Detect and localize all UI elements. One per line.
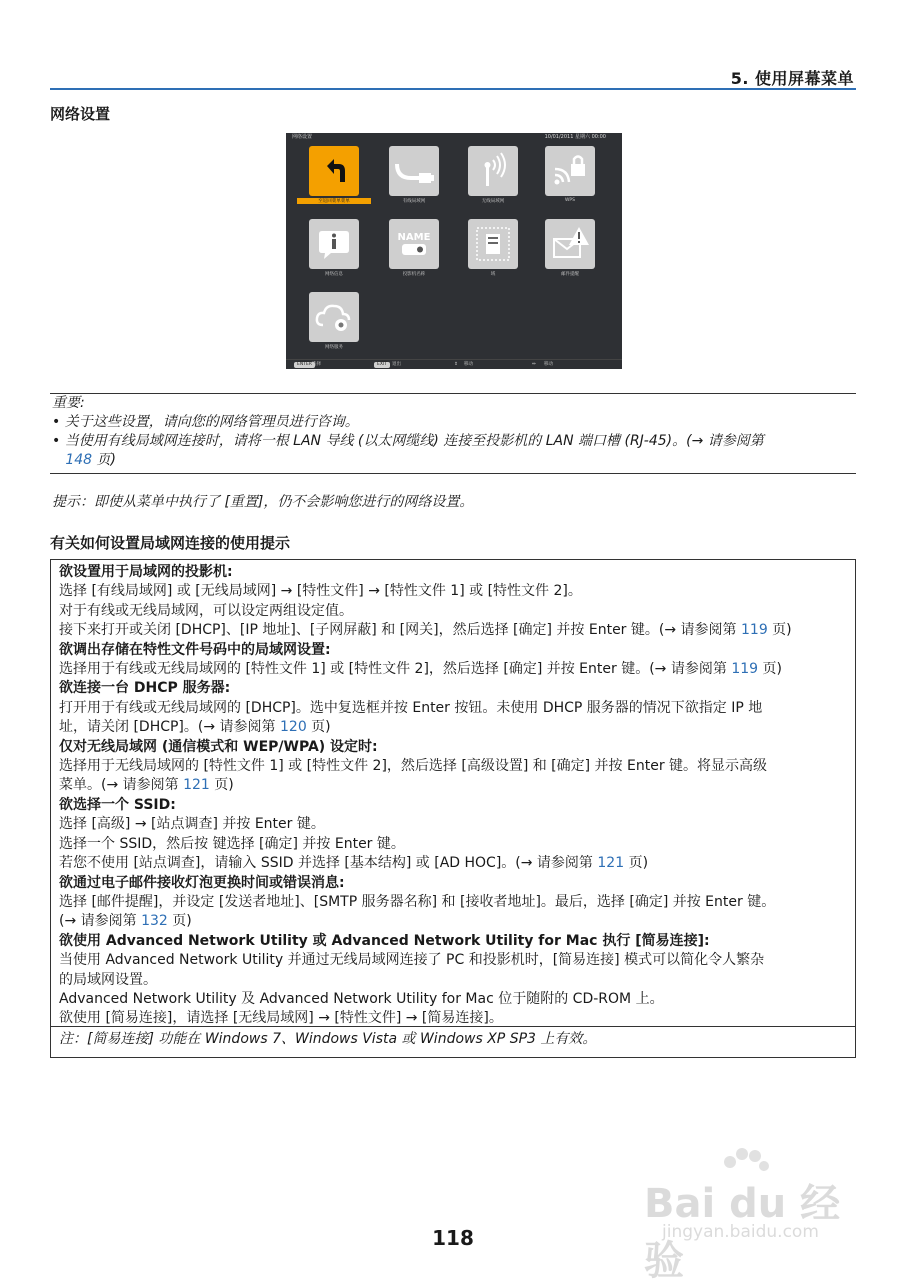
page-link-148[interactable]: 148 bbox=[65, 452, 93, 468]
hint-line bbox=[59, 757, 849, 776]
hint-line bbox=[59, 971, 849, 990]
hint-line-tail: 页) bbox=[767, 622, 792, 639]
important-title: 重要: bbox=[52, 395, 85, 411]
chapter-heading: 5. 使用屏幕菜单 bbox=[730, 69, 854, 88]
hint-line bbox=[59, 582, 849, 601]
hint-line-text: 欲使用 [简易连接]，请选择 [无线局域网] → [特性文件] → [简易连接]。 bbox=[59, 1010, 503, 1027]
hint-line-text: 欲选择一个 SSID: bbox=[59, 796, 176, 813]
page-link-119[interactable]: 119 bbox=[741, 622, 768, 639]
hint-line bbox=[59, 893, 849, 912]
info-icon[interactable] bbox=[309, 219, 359, 269]
tile-label-wired-lan: 有线局域网 bbox=[402, 199, 426, 204]
chapter-rule bbox=[50, 88, 856, 90]
hint-line-text: 欲连接一台 DHCP 服务器: bbox=[59, 680, 231, 697]
hint-heading bbox=[59, 874, 849, 893]
page-link-120[interactable]: 120 bbox=[280, 719, 307, 736]
network-settings-menu-screenshot bbox=[286, 133, 622, 369]
watermark-url: jingyan.baidu.com bbox=[662, 1222, 819, 1242]
updown-hint: 移动 bbox=[464, 362, 473, 367]
menu-bottom-bar bbox=[286, 359, 622, 369]
hint-line-text: 仅对无线局域网 (通信模式和 WEP/WPA) 设定时: bbox=[59, 738, 378, 755]
wireless-antenna-icon[interactable] bbox=[468, 146, 518, 196]
hint-line-text: Advanced Network Utility 及 Advanced Network Utility for Mac 位于随附的 CD-ROM 上。 bbox=[59, 990, 664, 1007]
hint-line-text: (→ 请参阅第 bbox=[59, 913, 142, 930]
hint-line-text: 接下来打开或关闭 [DHCP]、[IP 地址]、[子网屏蔽] 和 [网关]，然后选择 [确定] 并按 Enter 键。(→ 请参阅第 bbox=[59, 622, 741, 639]
hint-line-tail: 页) bbox=[624, 855, 649, 872]
hint-heading bbox=[59, 679, 849, 698]
domain-icon[interactable] bbox=[468, 219, 518, 269]
hint-line-tail: 页) bbox=[306, 719, 331, 736]
hint-line-text: 选择用于有线或无线局域网的 [特性文件 1] 或 [特性文件 2]，然后选择 [确定] 并按 Enter 键。(→ 请参阅第 bbox=[59, 661, 732, 678]
menu-title-bar bbox=[286, 133, 622, 141]
updown-arrows-icon: ⇕ bbox=[454, 362, 458, 367]
hints-lines bbox=[59, 563, 849, 1029]
hint-line bbox=[59, 776, 849, 795]
leftright-hint: 移动 bbox=[544, 362, 553, 367]
hints-title: 有关如何设置局域网连接的使用提示 bbox=[50, 534, 291, 552]
hint-heading bbox=[59, 563, 849, 582]
tile-label-projector-name: 投影机名称 bbox=[402, 272, 426, 277]
hint-line bbox=[59, 912, 849, 931]
tile-label-wps: WPS bbox=[564, 198, 576, 203]
hint-heading bbox=[59, 932, 849, 951]
baidu-watermark bbox=[640, 1140, 870, 1284]
hint-line-text: 选择用于无线局域网的 [特性文件 1] 或 [特性文件 2]，然后选择 [高级设置] 和 [确定] 并按 Enter 键。将显示高级 bbox=[59, 758, 768, 775]
svg-text:NAME: NAME bbox=[397, 232, 431, 243]
hint-line-text: 选择 [高级] → [站点调查] 并按 Enter 键。 bbox=[59, 816, 325, 833]
tile-label-network-service: 网络服务 bbox=[325, 345, 343, 350]
hint-line bbox=[59, 835, 849, 854]
hint-line-text: 欲通过电子邮件接收灯泡更换时间或错误消息: bbox=[59, 874, 345, 891]
watermark-brand: Bai du 经验 bbox=[644, 1181, 841, 1284]
hint-heading bbox=[59, 796, 849, 815]
hint-line bbox=[59, 815, 849, 834]
hint-line bbox=[59, 602, 849, 621]
tile-label-network-info: 网络信息 bbox=[325, 272, 343, 277]
menu-title: 网络设置 bbox=[292, 134, 313, 140]
wps-lock-icon[interactable] bbox=[545, 146, 595, 196]
projector-name-icon[interactable] bbox=[389, 219, 439, 269]
page-link-132[interactable]: 132 bbox=[141, 913, 168, 930]
hints-box bbox=[50, 559, 856, 1058]
hint-line-tail: 页) bbox=[209, 777, 234, 794]
exit-hint: 退出 bbox=[392, 362, 401, 367]
hint-line-text: 若您不使用 [站点调查]，请输入 SSID 并选择 [基本结构] 或 [AD HOC]。(→ 请参阅第 bbox=[59, 855, 598, 872]
hints-note: 注：[简易连接] 功能在 Windows 7、Windows Vista 或 Windows XP SP3 上有效。 bbox=[59, 1031, 597, 1047]
important-bullet-1: • 关于这些设置，请向您的网络管理员进行咨询。 bbox=[52, 414, 359, 430]
page-number: 118 bbox=[432, 1226, 474, 1250]
tile-label-wireless-lan: 无线局域网 bbox=[481, 199, 505, 204]
return-arrow-icon[interactable] bbox=[309, 146, 359, 196]
enter-hint: 选择 bbox=[312, 362, 321, 367]
hint-line-text: 选择 [邮件提醒]，并设定 [发送者地址]、[SMTP 服务器名称] 和 [接收者地址]。最后，选择 [确定] 并按 Enter 键。 bbox=[59, 893, 776, 910]
hint-line-text: 欲设置用于局域网的投影机: bbox=[59, 564, 233, 580]
hint-line bbox=[59, 951, 849, 970]
hint-line bbox=[59, 990, 849, 1009]
hint-line-text: 选择一个 SSID，然后按 键选择 [确定] 并按 Enter 键。 bbox=[59, 835, 405, 852]
hint-line-text: 对于有线或无线局域网，可以设定两组设定值。 bbox=[59, 602, 353, 619]
hint-line-text: 打开用于有线或无线局域网的 [DHCP]。选中复选框并按 Enter 按钮。未使用 DHCP 服务器的情况下欲指定 IP 地 bbox=[59, 699, 763, 716]
hint-heading bbox=[59, 641, 849, 660]
hint-line-text: 菜单。(→ 请参阅第 bbox=[59, 777, 184, 794]
leftright-arrows-icon: ⇔ bbox=[532, 362, 536, 367]
tile-label-domain: 域 bbox=[490, 272, 496, 277]
section-title: 网络设置 bbox=[50, 105, 111, 123]
tile-label-mail-alert: 邮件提醒 bbox=[561, 272, 579, 277]
enter-key: ENTER bbox=[294, 362, 315, 368]
hints-note-row bbox=[51, 1026, 855, 1047]
mail-alert-icon[interactable] bbox=[545, 219, 595, 269]
hint-line bbox=[59, 854, 849, 873]
hint-line bbox=[59, 660, 849, 679]
tip-text: 提示：即使从菜单中执行了 [重置]，仍不会影响您进行的网络设置。 bbox=[52, 494, 474, 510]
important-rule-bottom bbox=[50, 473, 856, 474]
page-link-119[interactable]: 119 bbox=[731, 661, 759, 678]
network-service-icon[interactable] bbox=[309, 292, 359, 342]
page-link-121[interactable]: 121 bbox=[183, 777, 210, 794]
hint-line-tail: 页) bbox=[167, 913, 192, 930]
hint-line-tail: 页) bbox=[758, 661, 782, 678]
hint-line-text: 欲使用 Advanced Network Utility 或 Advanced Network Utility for Mac 执行 [简易连接]: bbox=[59, 932, 710, 949]
hint-heading bbox=[59, 738, 849, 757]
important-bullet-2: • 当使用有线局域网连接时，请将一根 LAN 导线 (以太网缆线) 连接至投影机的 LAN 端口槽 (RJ-45)。(→ 请参阅第 148 页) bbox=[52, 433, 764, 468]
tile-label-return: 至返回菜单菜单 bbox=[297, 198, 371, 204]
hint-line bbox=[59, 718, 849, 737]
hint-line-text: 当使用 Advanced Network Utility 并通过无线局域网连接了 PC 和投影机时，[简易连接] 模式可以简化令人繁杂 bbox=[59, 952, 765, 969]
lan-cable-icon[interactable] bbox=[389, 146, 439, 196]
important-bullet-2-text: 当使用有线局域网连接时，请将一根 LAN 导线 (以太网缆线) 连接至投影机的 LAN 端口槽 (RJ-45)。(→ 请参阅第 bbox=[64, 433, 764, 449]
important-bullet-2-tail: 页) bbox=[92, 452, 117, 468]
important-bullet-1-text: 关于这些设置，请向您的网络管理员进行咨询。 bbox=[64, 414, 359, 430]
hint-line-text: 的局域网设置。 bbox=[59, 971, 157, 988]
hint-line bbox=[59, 621, 849, 640]
exit-key: EXIT bbox=[374, 362, 390, 368]
hint-line-text: 址，请关闭 [DHCP]。(→ 请参阅第 bbox=[59, 719, 280, 736]
hint-line-text: 欲调出存储在特性文件号码中的局域网设置: bbox=[59, 641, 331, 658]
hint-line-text: 选择 [有线局域网] 或 [无线局域网] → [特性文件] → [特性文件 1] 或 [特性文件 2]。 bbox=[59, 583, 582, 600]
menu-time: 10/01/2011 星期六 00:00 bbox=[544, 134, 606, 140]
hint-line bbox=[59, 699, 849, 718]
page-link-121[interactable]: 121 bbox=[597, 855, 625, 872]
